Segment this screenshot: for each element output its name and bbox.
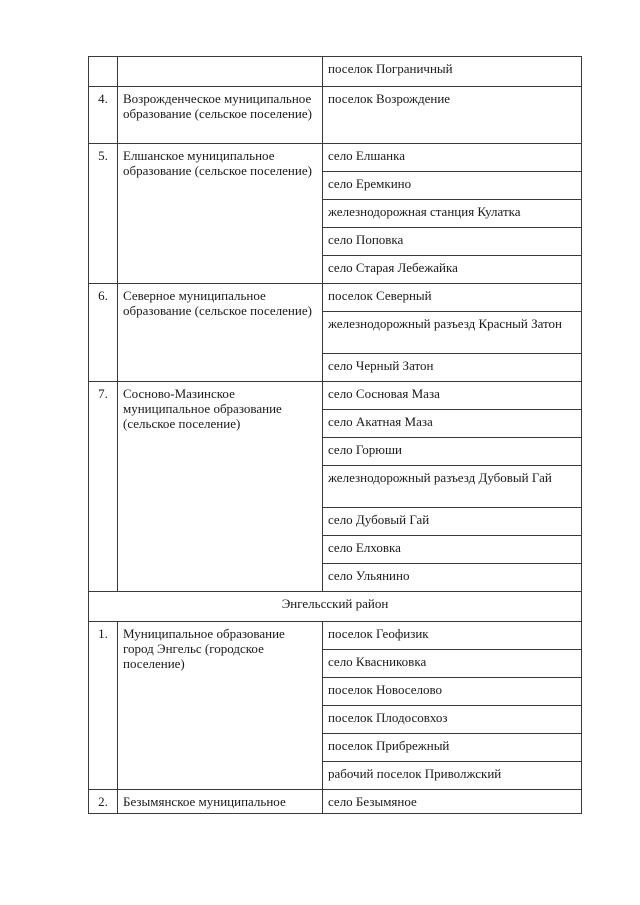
settlement-cell: поселок Пограничный: [323, 57, 582, 87]
settlement-cell: поселок Новоселово: [323, 678, 582, 706]
settlement-cell: село Черный Затон: [323, 354, 582, 382]
municipality-name: Муниципальное образование город Энгельс (городское поселение): [118, 622, 323, 790]
row-number: [89, 57, 118, 87]
table-row: [89, 144, 582, 172]
district-title: Энгельсский район: [89, 592, 582, 622]
row-number: 5.: [89, 144, 118, 284]
settlement-cell: железнодорожный разъезд Красный Затон: [323, 312, 582, 354]
settlement-cell: село Поповка: [323, 228, 582, 256]
row-number: 1.: [89, 622, 118, 790]
municipality-name: Сосново-Мазинское муниципальное образование (сельское поселение): [118, 382, 323, 592]
settlement-cell: село Безымяное: [323, 790, 582, 814]
row-number: 4.: [89, 87, 118, 144]
settlement-cell: поселок Плодосовхоз: [323, 706, 582, 734]
row-number: 7.: [89, 382, 118, 592]
settlement-cell: село Дубовый Гай: [323, 508, 582, 536]
municipality-name: [118, 57, 323, 87]
table-row: [89, 284, 582, 312]
table-row: [89, 622, 582, 650]
settlement-cell: поселок Прибрежный: [323, 734, 582, 762]
district-header-row: [89, 592, 582, 622]
table-row: [89, 57, 582, 87]
settlement-cell: железнодорожная станция Кулатка: [323, 200, 582, 228]
settlement-cell: село Еремкино: [323, 172, 582, 200]
municipality-name: Елшанское муниципальное образование (сельское поселение): [118, 144, 323, 284]
settlement-cell: поселок Геофизик: [323, 622, 582, 650]
settlement-cell: село Сосновая Маза: [323, 382, 582, 410]
table-row: [89, 87, 582, 144]
settlement-cell: село Елшанка: [323, 144, 582, 172]
settlements-table: [88, 56, 582, 814]
row-number: 6.: [89, 284, 118, 382]
table-row: [89, 382, 582, 410]
settlement-cell: село Акатная Маза: [323, 410, 582, 438]
settlement-cell: железнодорожный разъезд Дубовый Гай: [323, 466, 582, 508]
settlement-cell: село Горюши: [323, 438, 582, 466]
municipality-name: Безымянское муниципальное: [118, 790, 323, 814]
settlement-cell: рабочий поселок Приволжский: [323, 762, 582, 790]
municipality-name: Северное муниципальное образование (сельское поселение): [118, 284, 323, 382]
settlement-cell: село Елховка: [323, 536, 582, 564]
row-number: 2.: [89, 790, 118, 814]
table-row: [89, 790, 582, 814]
settlement-cell: поселок Возрождение: [323, 87, 582, 144]
settlement-cell: село Ульянино: [323, 564, 582, 592]
settlement-cell: село Квасниковка: [323, 650, 582, 678]
settlement-cell: село Старая Лебежайка: [323, 256, 582, 284]
municipality-name: Возрожденческое муниципальное образование (сельское поселение): [118, 87, 323, 144]
settlement-cell: поселок Северный: [323, 284, 582, 312]
